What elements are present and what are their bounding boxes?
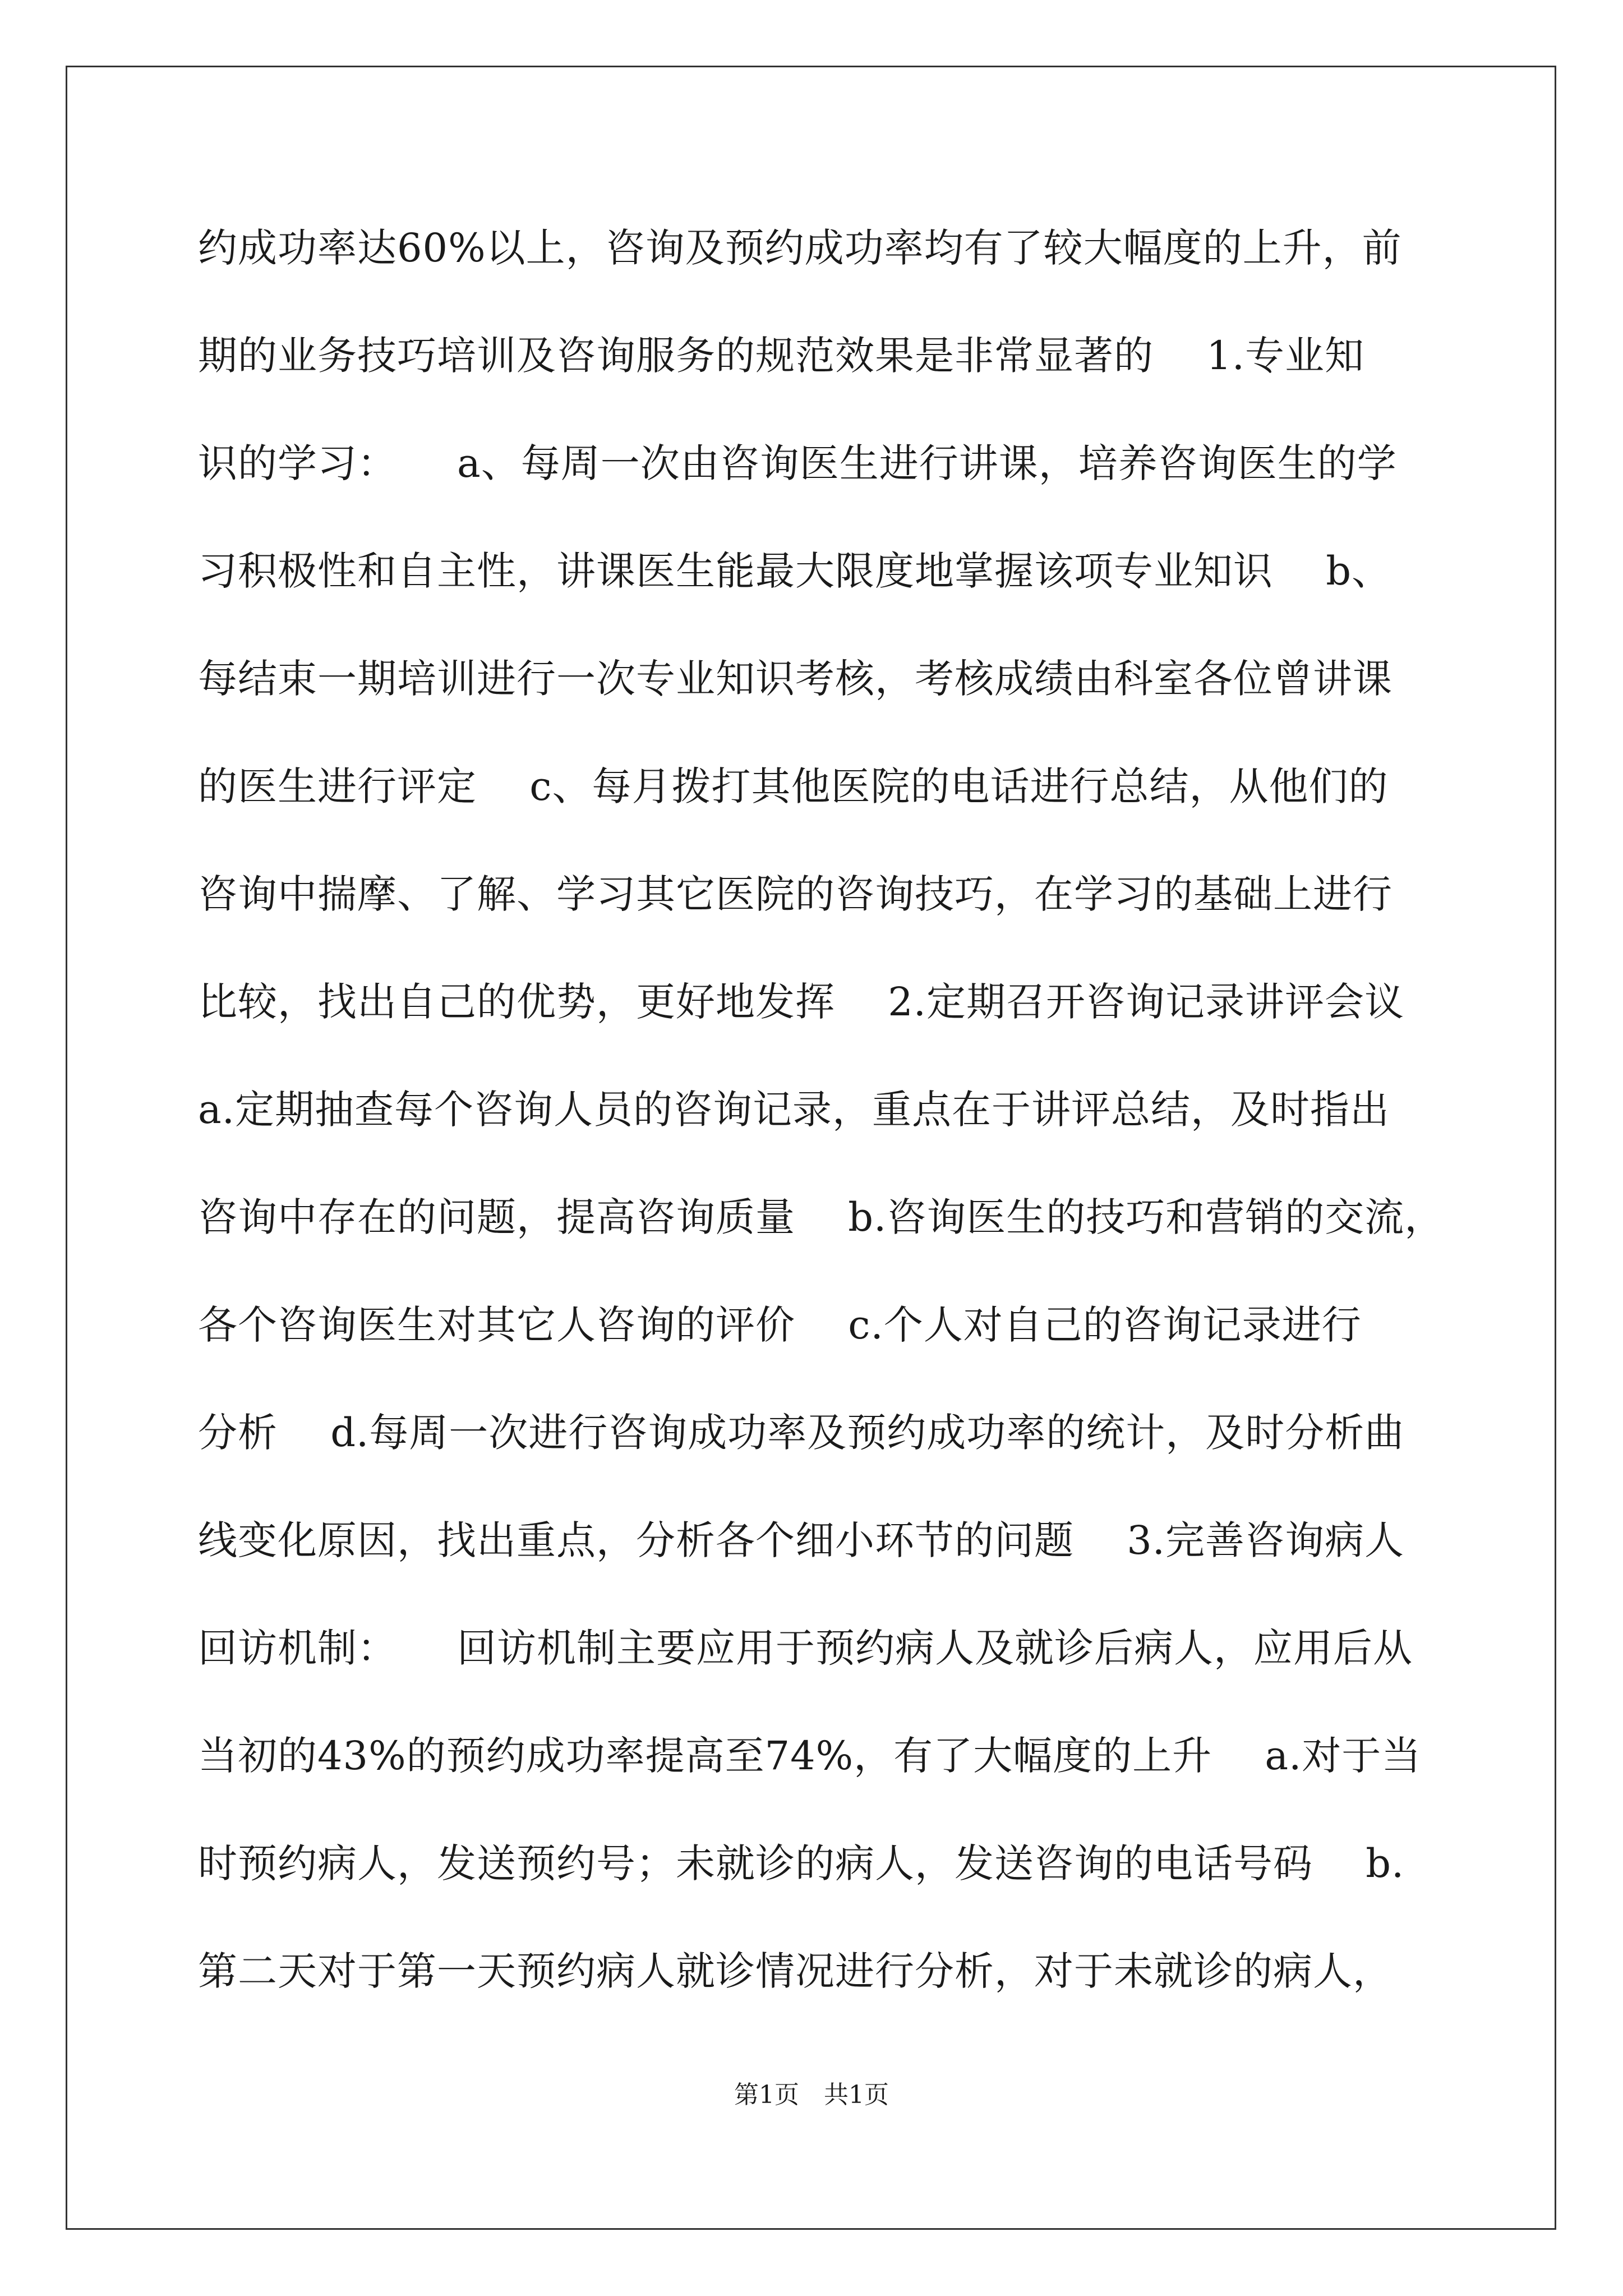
- text-line: 咨询中存在的问题，提高咨询质量 b.咨询医生的技巧和营销的交流，: [198, 1194, 1445, 1240]
- text-line: 的医生进行评定 c、每月拨打其他医院的电话进行总结，从他们的: [198, 763, 1389, 809]
- page-number-footer: 第1页 共1页: [734, 2081, 889, 2109]
- text-line: 时预约病人，发送预约号；未就诊的病人，发送咨询的电话号码 b.: [198, 1841, 1405, 1887]
- text-line: 识的学习： a、每周一次由咨询医生进行讲课，培养咨询医生的学: [198, 440, 1397, 486]
- text-line: 分析 d.每周一次进行咨询成功率及预约成功率的统计，及时分析曲: [198, 1410, 1405, 1456]
- text-line: 当初的43%的预约成功率提高至74%，有了大幅度的上升 a.对于当: [198, 1733, 1422, 1779]
- document-body: [198, 214, 1445, 2045]
- text-line: 期的业务技巧培训及咨询服务的规范效果是非常显著的 1.专业知: [198, 333, 1365, 379]
- text-line: 习积极性和自主性，讲课医生能最大限度地掌握该项专业知识 b、: [198, 548, 1392, 594]
- text-line: 咨询中揣摩、了解、学习其它医院的咨询技巧，在学习的基础上进行: [198, 871, 1393, 917]
- text-line: 第二天对于第一天预约病人就诊情况进行分析，对于未就诊的病人，: [198, 1948, 1393, 1994]
- text-line: 约成功率达60%以上，咨询及预约成功率均有了较大幅度的上升，前: [198, 225, 1402, 271]
- text-line: 每结束一期培训进行一次专业知识考核，考核成绩由科室各位曾讲课: [198, 656, 1393, 702]
- text-line: 比较，找出自己的优势，更好地发挥 2.定期召开咨询记录讲评会议: [198, 979, 1405, 1025]
- text-line: a.定期抽查每个咨询人员的咨询记录，重点在于讲评总结，及时指出: [198, 1087, 1390, 1133]
- text-line: 各个咨询医生对其它人咨询的评价 c.个人对自己的咨询记录进行: [198, 1302, 1362, 1348]
- text-line: 线变化原因，找出重点，分析各个细小环节的问题 3.完善咨询病人: [198, 1517, 1405, 1563]
- text-line: 回访机制： 回访机制主要应用于预约病人及就诊后病人，应用后从: [198, 1625, 1413, 1671]
